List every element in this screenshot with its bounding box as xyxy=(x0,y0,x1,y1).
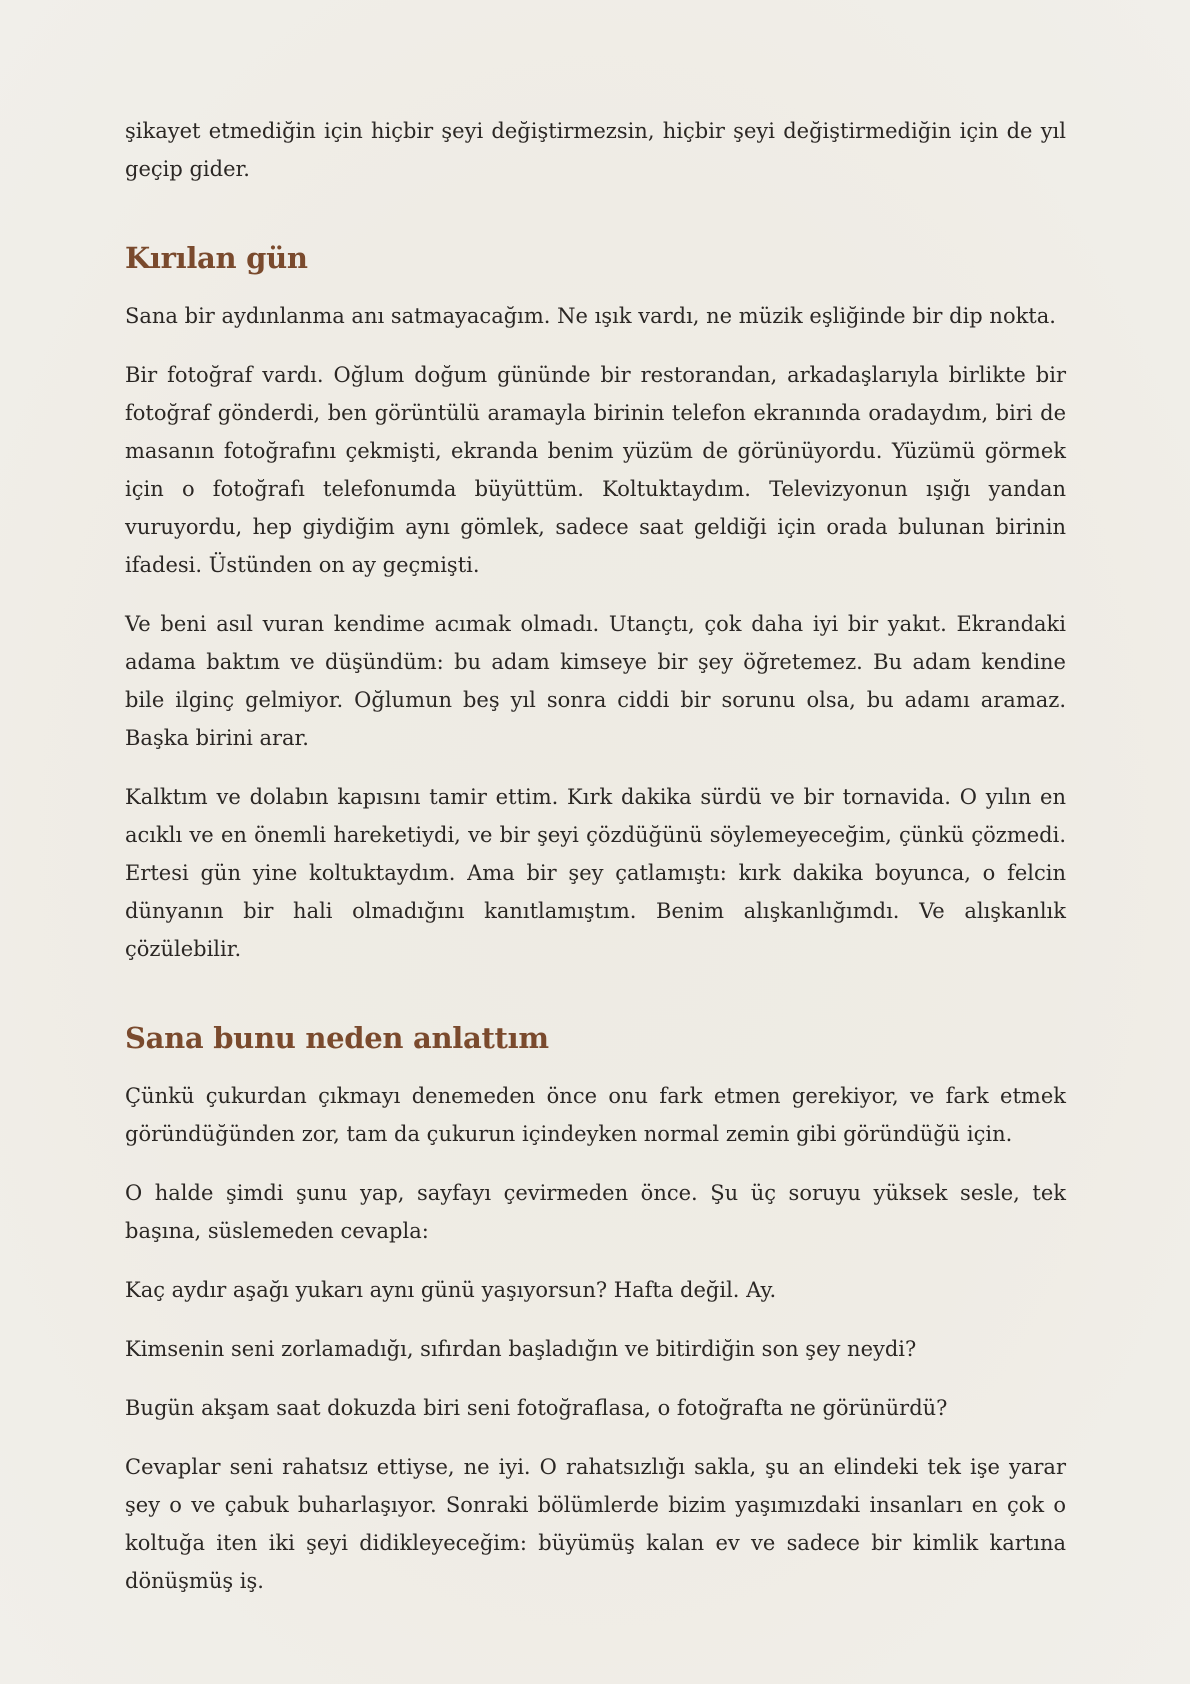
section-heading-kirilan-gun: Kırılan gün xyxy=(125,241,308,275)
question-paragraph: Kaç aydır aşağı yukarı aynı günü yaşıyorsun? Hafta değil. Ay. xyxy=(125,1278,777,1302)
body-paragraph: Ve beni asıl vuran kendime acımak olmadı. Utançtı, çok daha iyi bir yakıt. Ekrandaki adama baktım ve düşündüm: bu adam kimseye bir şey öğretemez. Bu adam kendine bile ilginç gelmiyor. Oğlumun beş yıl sonra ciddi bir sorunu olsa, bu adamı aramaz. Başka birini arar. xyxy=(125,612,1066,750)
body-paragraph: Bir fotoğraf vardı. Oğlum doğum gününde bir restorandan, arkadaşlarıyla birlikte bir fotoğraf gönderdi, ben görüntülü aramayla birinin telefon ekranında oradaydım, biri de masanın fotoğrafını çekmişti, ekranda benim yüzüm de görünüyordu. Yüzümü görmek için o fotoğrafı telefonumda büyüttüm. Koltuktaydım. Televizyonun ışığı yandan vuruyordu, hep giydiğim aynı gömlek, sadece saat geldiği için orada bulunan birinin ifadesi. Üstünden on ay geçmişti. xyxy=(125,363,1066,577)
question-paragraph: Kimsenin seni zorlamadığı, sıfırdan başladığın ve bitirdiğin son şey neydi? xyxy=(125,1337,917,1361)
section-heading-sana-bunu-neden-anlattim: Sana bunu neden anlattım xyxy=(125,1021,549,1055)
body-paragraph: Çünkü çukurdan çıkmayı denemeden önce onu fark etmen gerekiyor, ve fark etmek göründüğünden zor, tam da çukurun içindeyken normal zemin gibi göründüğü için. xyxy=(125,1084,1066,1146)
body-paragraph: O halde şimdi şunu yap, sayfayı çevirmeden önce. Şu üç soruyu yüksek sesle, tek başına, süslemeden cevapla: xyxy=(125,1181,1066,1243)
intro-paragraph: şikayet etmediğin için hiçbir şeyi değiştirmezsin, hiçbir şeyi değiştirmediğin için de yıl geçip gider. xyxy=(125,119,1066,181)
document-page xyxy=(125,112,1066,1600)
body-paragraph: Sana bir aydınlanma anı satmayacağım. Ne ışık vardı, ne müzik eşliğinde bir dip nokta. xyxy=(125,304,1056,328)
question-paragraph: Bugün akşam saat dokuzda biri seni fotoğraflasa, o fotoğrafta ne görünürdü? xyxy=(125,1396,948,1420)
body-paragraph: Cevaplar seni rahatsız ettiyse, ne iyi. O rahatsızlığı sakla, şu an elindeki tek işe yarar şey o ve çabuk buharlaşıyor. Sonraki bölümlerde bizim yaşımızdaki insanları en çok o koltuğa iten iki şeyi didikleyeceğim: büyümüş kalan ev ve sadece bir kimlik kartına dönüşmüş iş. xyxy=(125,1455,1066,1593)
body-paragraph: Kalktım ve dolabın kapısını tamir ettim. Kırk dakika sürdü ve bir tornavida. O yılın en acıklı ve en önemli hareketiydi, ve bir şeyi çözdüğünü söylemeyeceğim, çünkü çözmedi. Ertesi gün yine koltuktaydım. Ama bir şey çatlamıştı: kırk dakika boyunca, o felcin dünyanın bir hali olmadığını kanıtlamıştım. Benim alışkanlığımdı. Ve alışkanlık çözülebilir. xyxy=(125,785,1066,961)
